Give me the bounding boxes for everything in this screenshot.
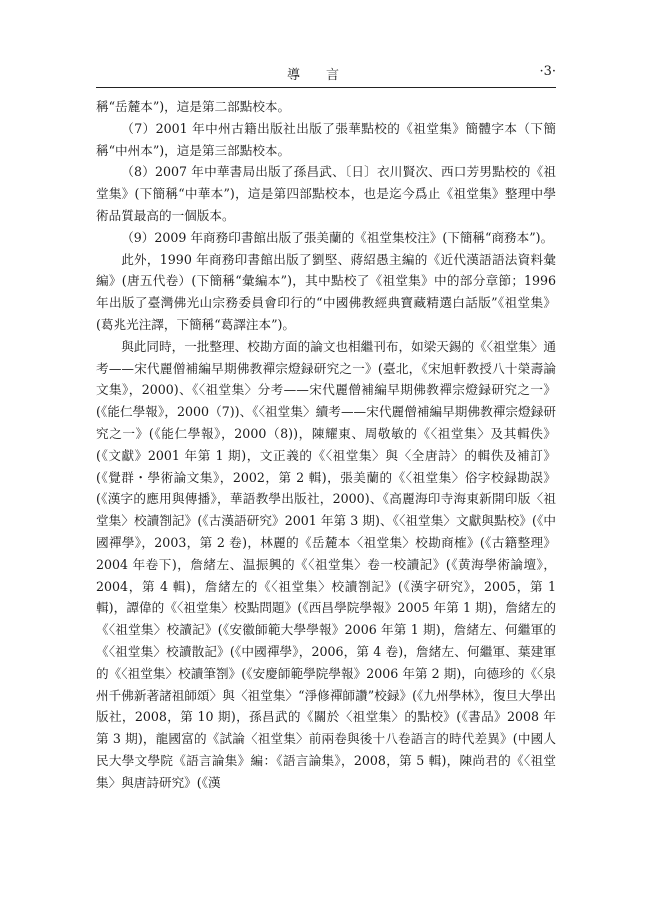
header-rule (96, 87, 556, 88)
paragraph: （7）2001 年中州古籍出版社出版了張華點校的《祖堂集》簡體字本（下簡稱“中州本”)，這是第三部點校本。 (96, 120, 556, 158)
body-text (96, 96, 556, 794)
running-header (96, 64, 556, 84)
running-title: 導言 (286, 68, 365, 83)
page-number: ·3· (539, 64, 556, 79)
paragraph: 此外，1990 年商務印書館出版了劉堅、蔣紹愚主編的《近代漢語語法資料彙編》(唐五代卷）(下簡稱“彙編本”)，其中點校了《祖堂集》中的部分章節；1996 年出版了臺灣佛光山宗務委員會印行的“中國佛教經典寶藏精選白話版”《祖堂集》(葛兆光注譯，下簡稱“葛譯注本”)。 (96, 251, 556, 332)
paragraph: 稱“岳麓本”)，這是第二部點校本。 (96, 99, 291, 114)
paragraph: 與此同時，一批整理、校勘方面的論文也相繼刊布，如梁天錫的《〈祖堂集〉通考——宋代麗僧補編早期佛教禪宗燈録研究之一》(臺北，《宋旭軒教授八十榮壽論文集》，2000)、《〈祖堂集〉分考——宋代麗僧補編早期佛教禪宗燈録研究之一》(《能仁學報》，2000（7))、《〈祖堂集〉續考——宋代麗僧補編早期佛教禪宗燈録研究之一》(《能仁學報》，2000（8))，陳耀東、周敬敏的《〈祖堂集〉及其輯佚》(《文獻》2001 年第 1 期)，文正義的《〈祖堂集〉與〈全唐詩〉的輯佚及補訂》(《覺群・學術論文集》，2002，第 2 輯)，張美蘭的《〈祖堂集〉俗字校録勘誤》(《漢字的應用與傳播》，華語教學出版社，2000)、《高麗海印寺海東新開印版〈祖堂集〉校讀劄記》(《古漢語研究》2001 年第 3 期)、《〈祖堂集〉文獻與點校》(《中國禪學》，2003，第 2 卷)，林麗的《岳麓本〈祖堂集〉校勘商榷》(《古籍整理》2004 年卷下)，詹緒左、温振興的《〈祖堂集〉卷一校讀記》(《黄海學術論壇》，2004，第 4 輯)，詹緒左的《〈祖堂集〉校讀劄記》(《漢字研究》，2005，第 1 輯)，譚偉的《〈祖堂集〉校點問題》(《西昌學院學報》2005 年第 1 期)，詹緒左的《〈祖堂集〉校讀記》(《安徽師範大學學報》2006 年第 1 期)，詹緒左、何繼軍的《〈祖堂集〉校讀散記》(《中國禪學》，2006，第 4 卷)，詹緒左、何繼軍、葉建軍的《〈祖堂集〉校讀筆劄》(《安慶師範學院學報》2006 年第 2 期)，向德珍的《〈泉州千佛新著諸祖師頌〉與〈祖堂集〉“淨修禪師讚”校録》(《九州學林》，復旦大學出版社，2008，第 10 期)，孫昌武的《關於〈祖堂集〉的點校》(《書品》2008 年第 3 期)，龍國富的《試論〈祖堂集〉前兩卷與後十八卷語言的時代差異》(中國人民大學文學院《語言論集》編：《語言論集》，2008，第 5 輯)，陳尚君的《〈祖堂集〉與唐詩研究》(《漢 (96, 338, 556, 790)
paragraph: （9）2009 年商務印書館出版了張美蘭的《祖堂集校注》(下簡稱“商務本”)。 (121, 229, 554, 245)
paragraph: （8）2007 年中華書局出版了孫昌武、〔日〕衣川賢次、西口芳男點校的《祖堂集》(下簡稱“中華本”)，這是第四部點校本，也是迄今爲止《祖堂集》整理中學術品質最高的一個版本。 (96, 164, 556, 223)
